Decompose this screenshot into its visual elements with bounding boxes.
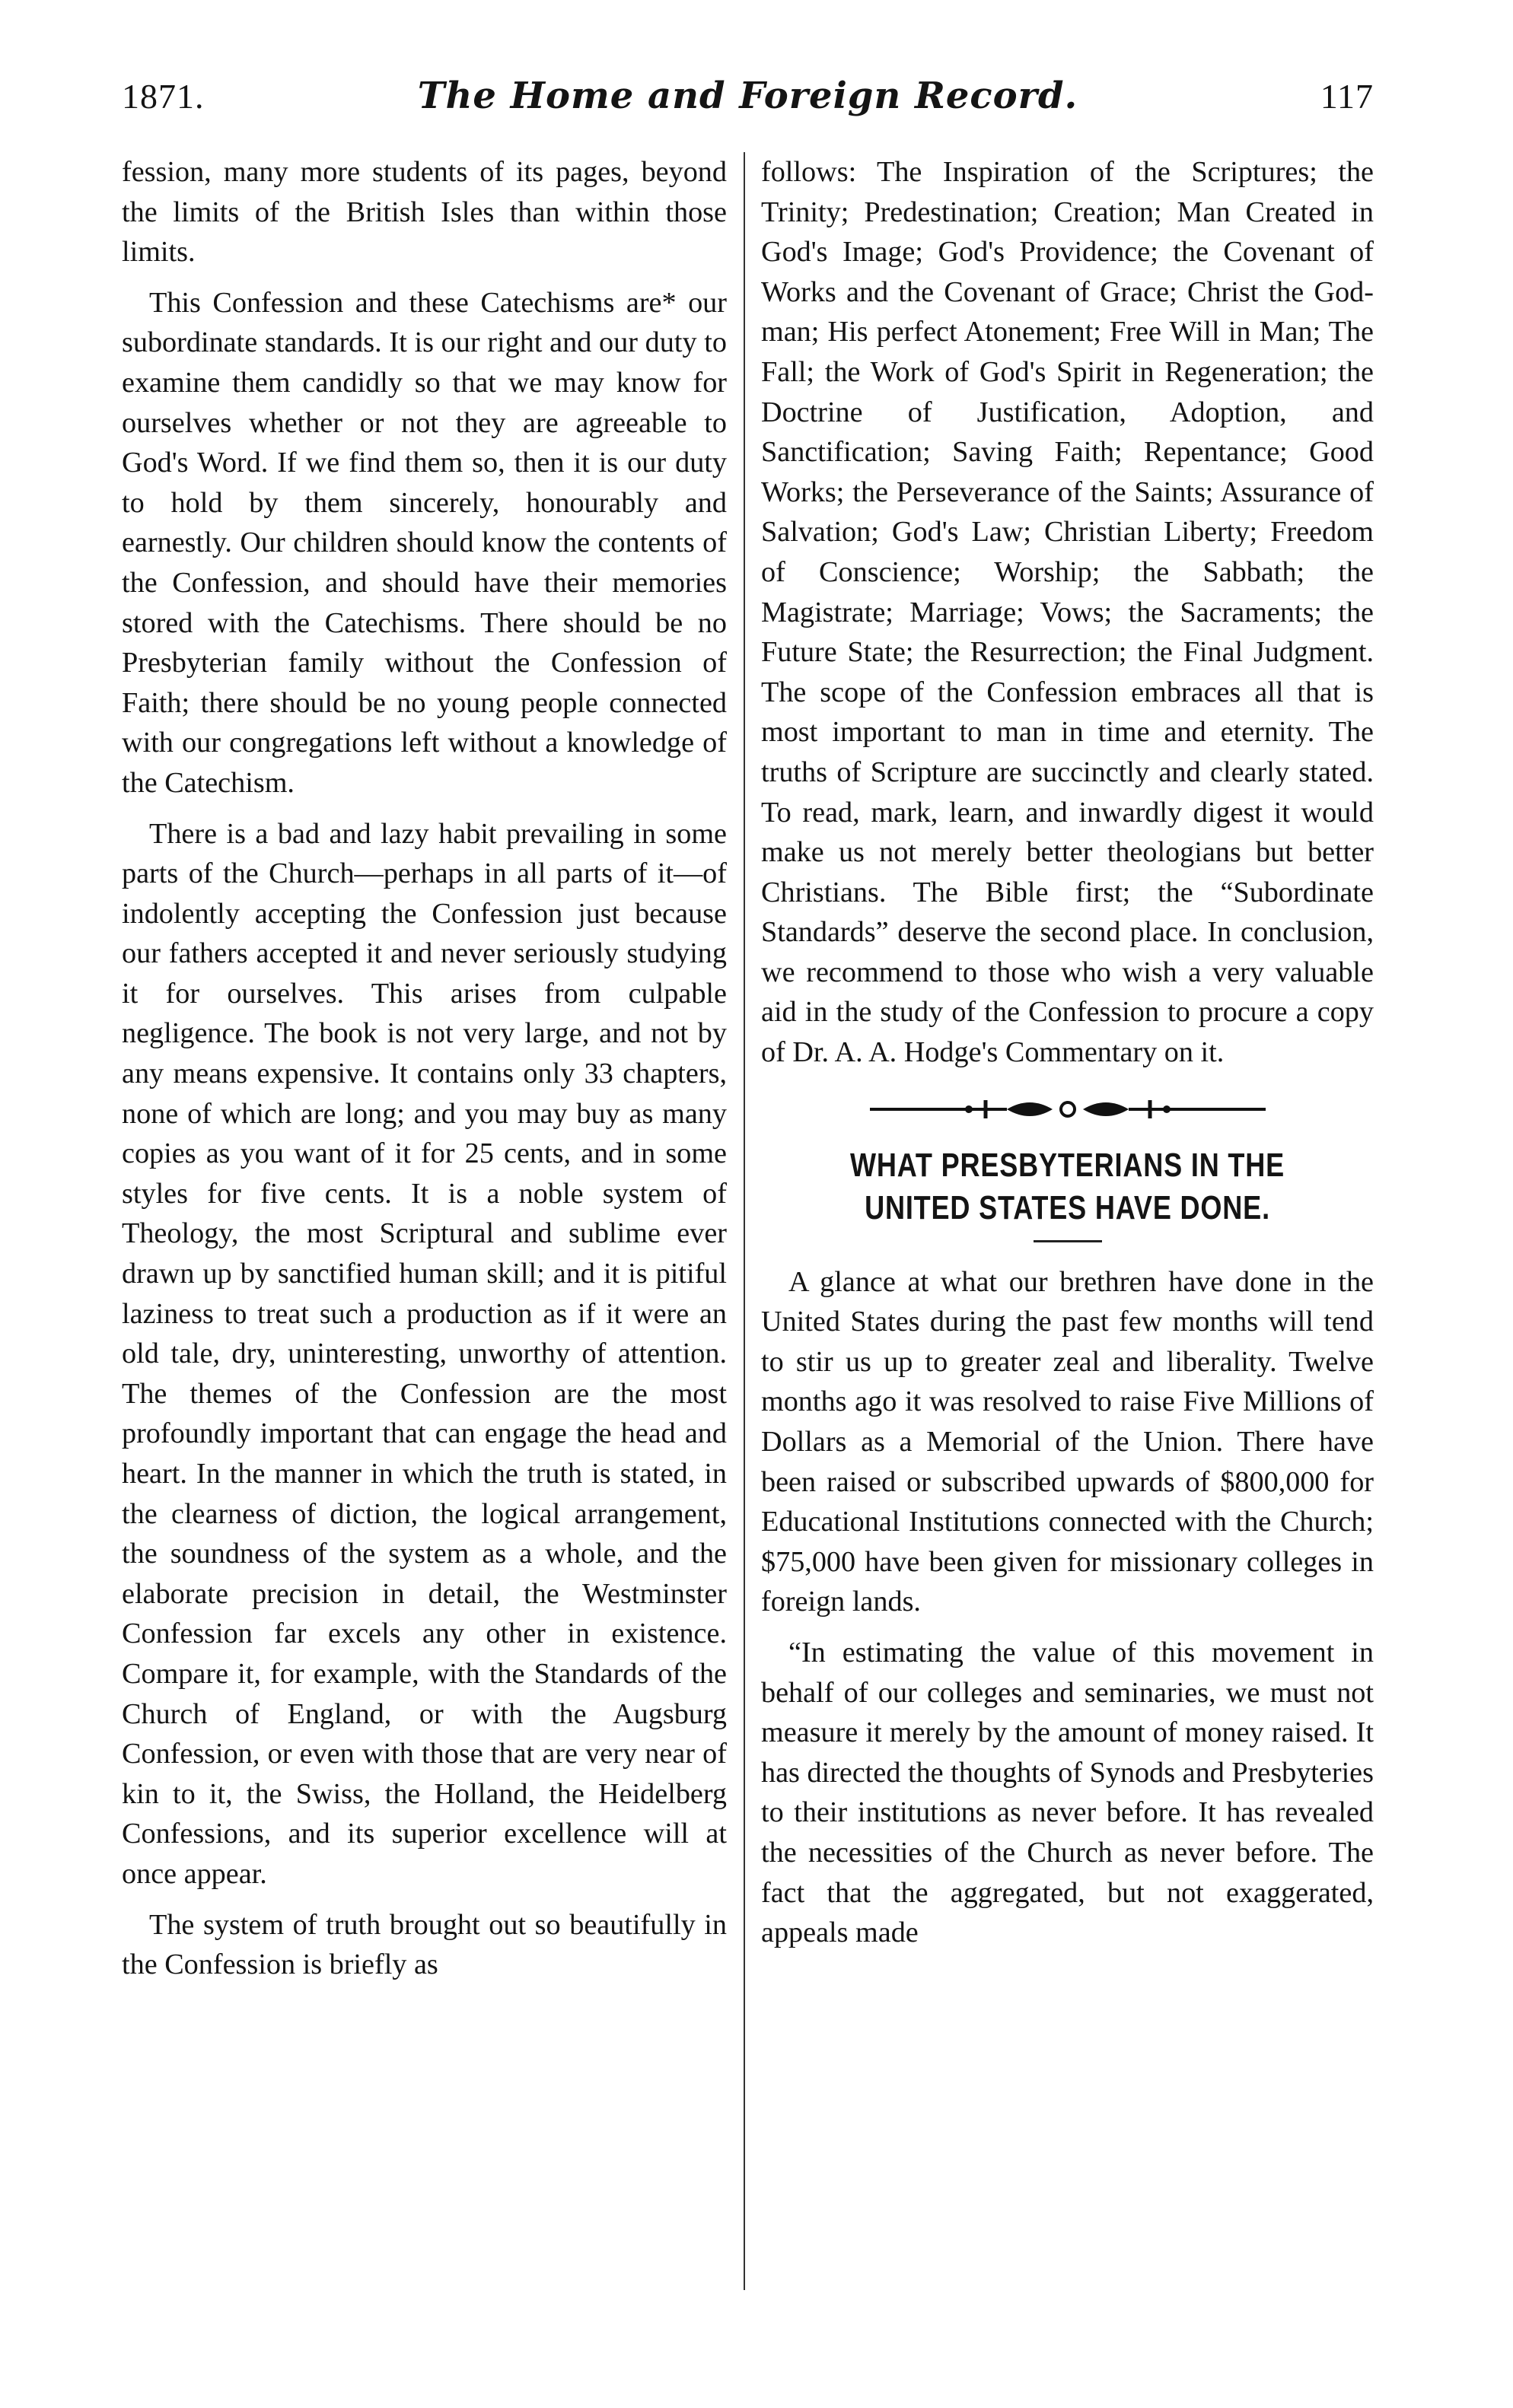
right-paragraph-3: “In estimating the value of this movement in behalf of our colleges and seminaries, we must not measure it merely by the amount of money raised. It has directed the thoughts of Synods and Presbyteries to their institutions as never before. It has revealed the necessities of the Church as never before. The fact that the aggregated, but not exaggerated, appeals made: [761, 1637, 1374, 1949]
article-headline: WHAT PRESBYTERIANS IN THE UNITED STATES HAVE DONE.: [849, 1146, 1285, 1226]
page-number: 117: [1320, 77, 1374, 116]
left-paragraph-3: There is a bad and lazy habit prevailing in some parts of the Church—perhaps in all parts of it—of indolently accepting the Confession just because our fathers accepted it and never seriously studying it for ourselves. This arises from culpable negligence. The book is not very large, and not by any means expensive. It contains only 33 chapters, none of which are long; and you may buy as many copies as you want of it for 25 cents, and in some styles for five cents. It is a noble system of Theology, the most Scriptural and sublime ever drawn up by sanctified human skill; and it is pitiful laziness to treat such a production as if it were an old tale, dry, uninteresting, unworthy of attention. The themes of the Confession are the most profoundly important that can engage the head and heart. In the manner in which the truth is stated, in the clearness of diction, the logical arrangement, the soundness of the system as a whole, and the elaborate precision in detail, the Westminster Confession far excels any other in existence. Compare it, for example, with the Standards of the Church of England, or with the Augsburg Confession, or even with those that are very near of kin to it, the Swiss, the Holland, the Heidelberg Confessions, and its superior excellence will at once appear.: [122, 817, 727, 1890]
right-paragraph-1: follows: The Inspiration of the Scriptures; the Trinity; Predestination; Creation; Man Created in God's Image; God's Providence; the Covenant of Works and the Covenant of Grace; Christ the God-man; His perfect Atonement; Free Will in Man; The Fall; the Work of God's Spirit in Regeneration; the Doctrine of Justification, Adoption, and Sanctification; Saving Faith; Repentance; Good Works; the Perseverance of the Saints; Assurance of Salvation; God's Law; Christian Liberty; Freedom of Conscience; Worship; the Sabbath; the Magistrate; Marriage; Vows; the Sacraments; the Future State; the Resurrection; the Final Judgment. The scope of the Confession embraces all that is most important to man in time and eternity. The truths of Scripture are succinctly and clearly stated. To read, mark, learn, and inwardly digest it would make us not merely better theologians but better Christians. The Bible first; the “Subordinate Standards” deserve the second place. In conclusion, we recommend to those who wish a very valuable aid in the study of the Confession to procure a copy of Dr. A. A. Hodge's Commentary on it.: [761, 156, 1374, 1069]
left-paragraph-2: This Confession and these Catechisms are* our subordinate standards. It is our right and our duty to examine them candidly so that we may know for ourselves whether or not they are agreeable to God's Word. If we find them so, then it is our duty to hold by them sincerely, honourably and earnestly. Our children should know the contents of the Confession, and should have their memories stored with the Catechisms. There should be no Presbyterian family without the Confession of Faith; there should be no young people connected with our congregations left without a knowledge of the Catechism.: [122, 286, 727, 799]
headline-rule: [1034, 1240, 1102, 1242]
right-column: [761, 152, 1374, 1953]
left-paragraph-4: The system of truth brought out so beautifully in the Confession is briefly as: [122, 1908, 727, 1981]
running-head-title: The Home and Foreign Record.: [417, 75, 1078, 117]
left-paragraph-1: fession, many more students of its pages, beyond the limits of the British Isles than within those limits.: [122, 156, 727, 269]
running-head-year: 1871.: [122, 77, 205, 116]
left-column: [122, 152, 727, 1985]
right-paragraph-2: A glance at what our brethren have done in the United States during the past few months will tend to stir us up to greater zeal and liberality. Twelve months ago it was resolved to raise Five Millions of Dollars as a Memorial of the Union. There have been raised or subscribed upwards of $800,000 for Educational Institutions connected with the Church; $75,000 have been given for missionary colleges in foreign lands.: [761, 1265, 1374, 1618]
running-head: [122, 76, 1374, 129]
column-divider: [744, 152, 745, 2290]
ornamental-divider: [855, 1094, 1281, 1124]
